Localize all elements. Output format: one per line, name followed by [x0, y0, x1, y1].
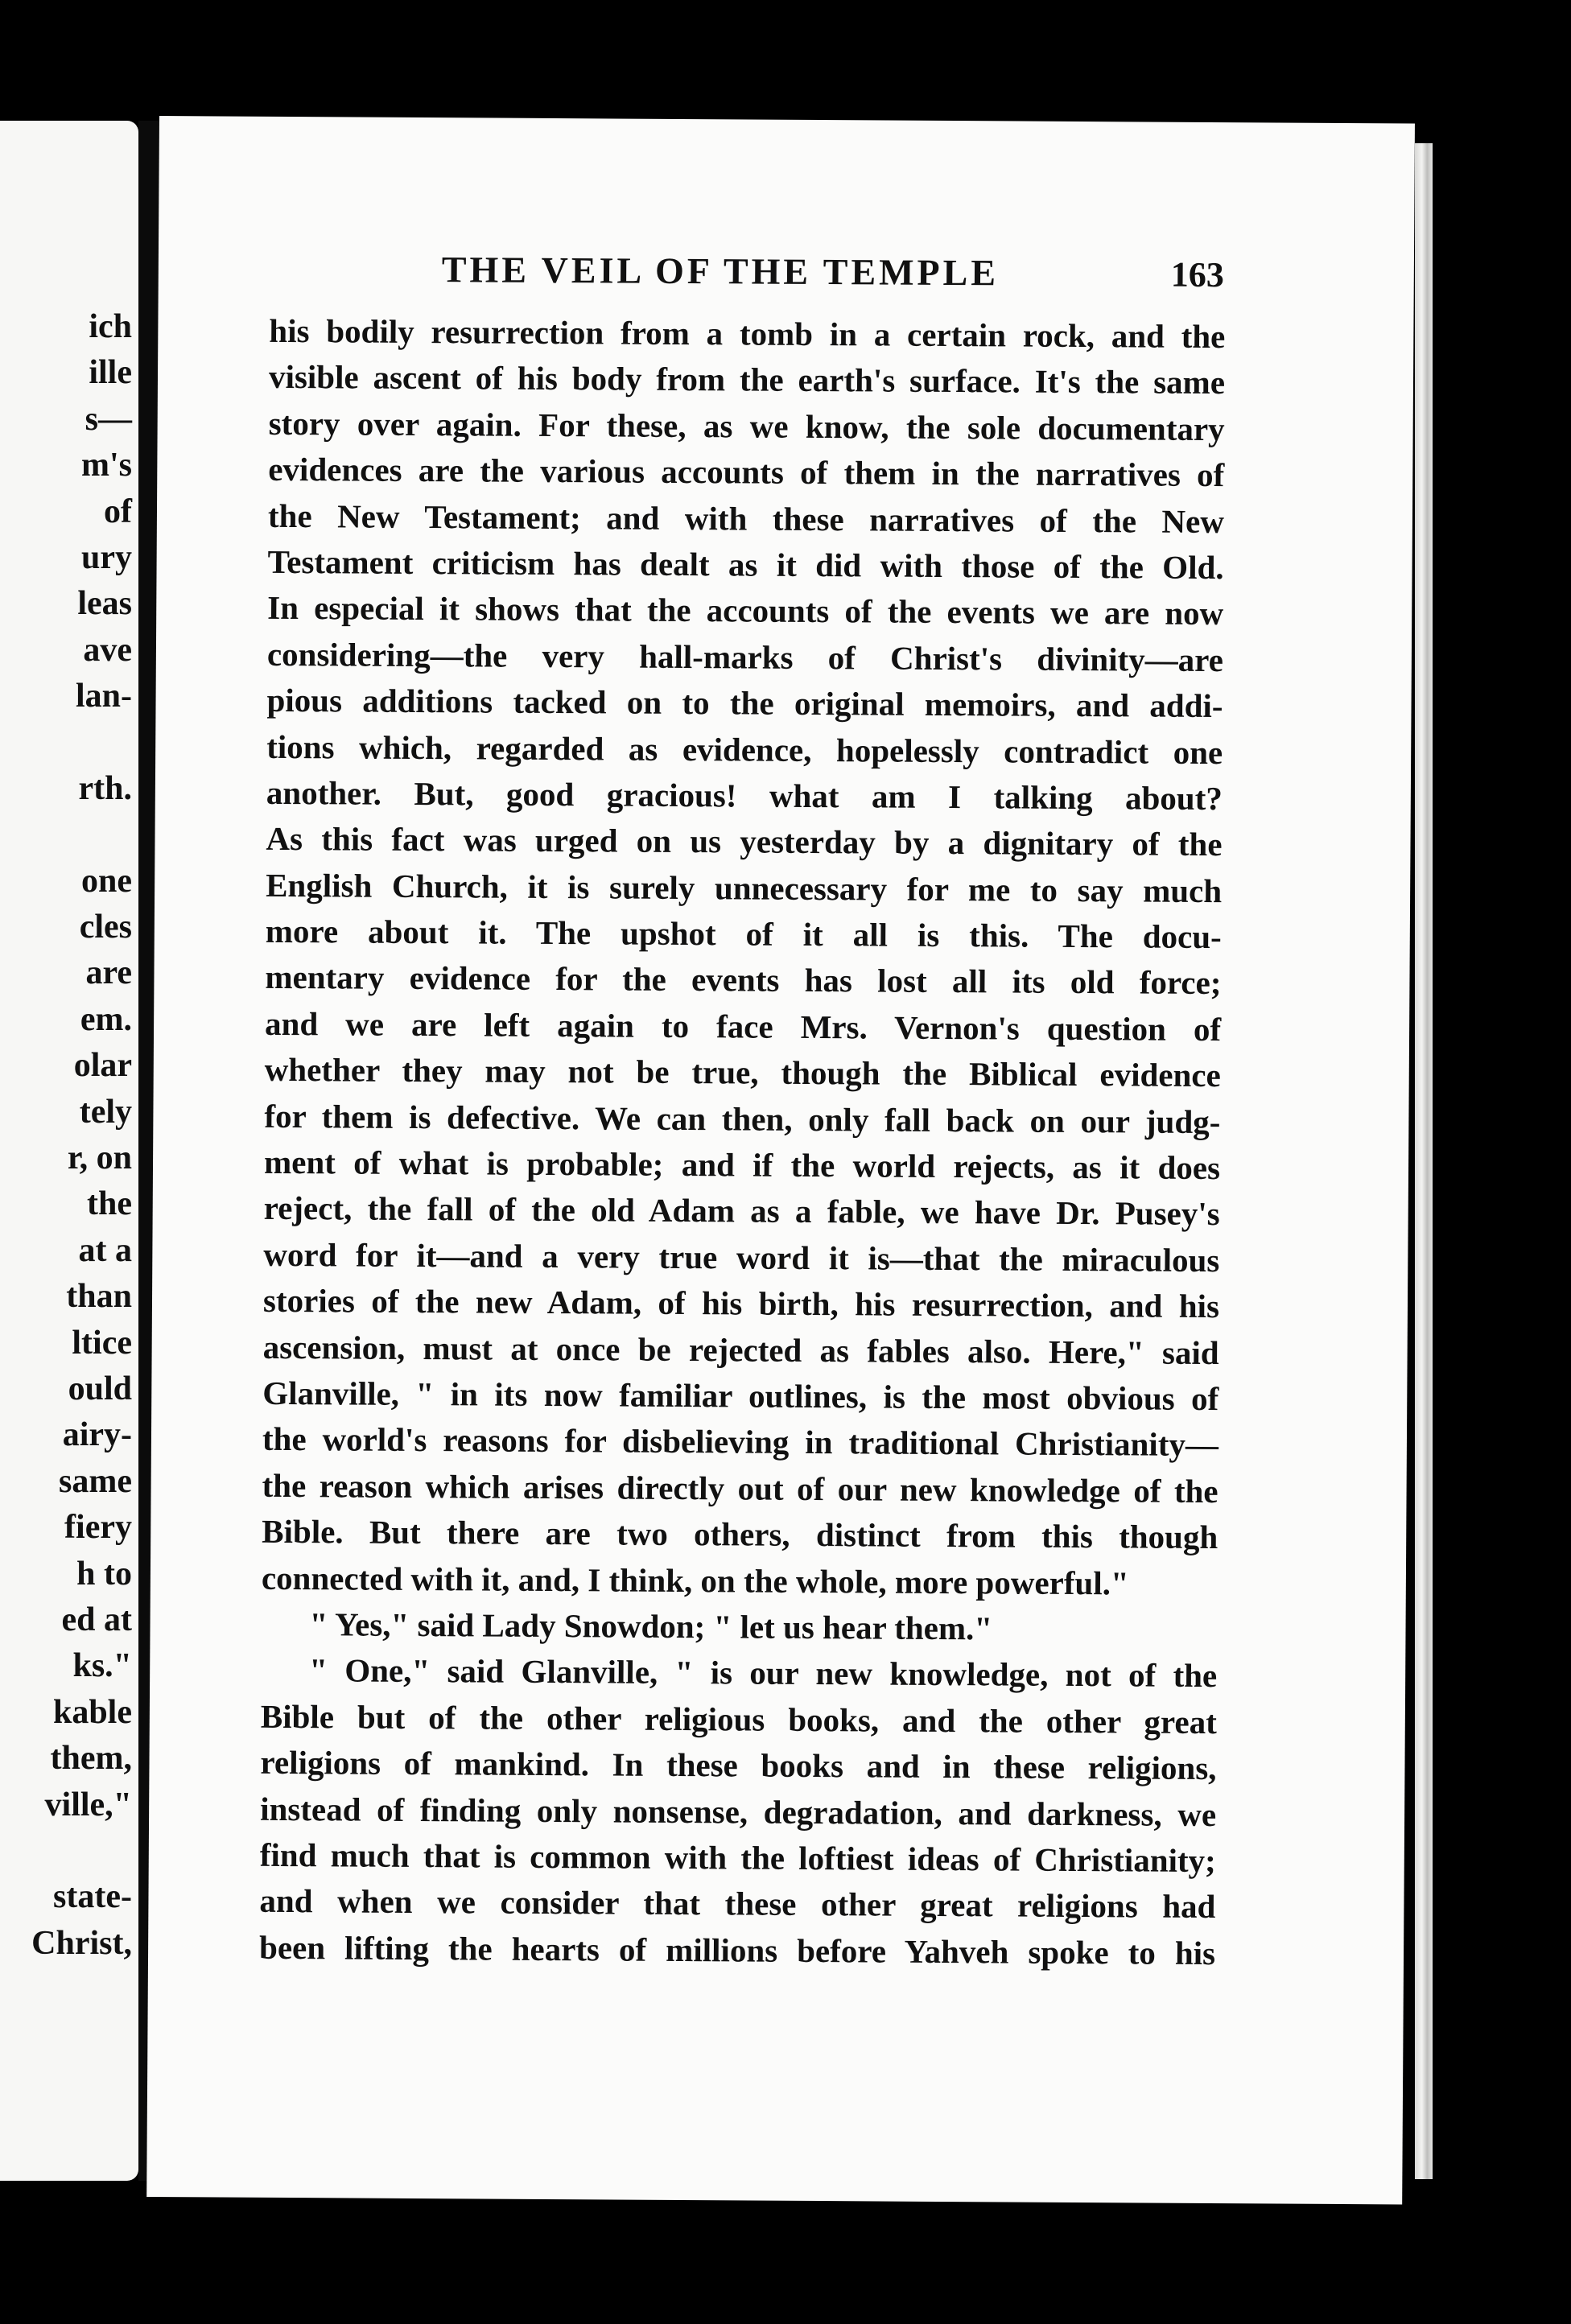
text-line: Bible. But there are two others, distinct from this though	[262, 1512, 1218, 1556]
left-page-line: state-	[53, 1878, 132, 1916]
left-page-line: are	[85, 954, 132, 992]
text-line: story over again. For these, as we know, the sole documentary	[268, 404, 1225, 447]
left-page-line: one	[81, 862, 132, 900]
left-page-line: at a	[78, 1231, 132, 1269]
left-page-line: airy-	[62, 1416, 132, 1454]
left-page-line: em.	[80, 1000, 132, 1038]
text-line: connected with it, and, I think, on the whole, more powerful."	[261, 1559, 1129, 1601]
text-line: more about it. The upshot of it all is this. The docu-	[265, 912, 1222, 956]
left-page-line: olar	[73, 1047, 132, 1085]
left-page-line: ville,"	[44, 1786, 132, 1823]
text-line: another. But, good gracious! what am I talking about?	[266, 773, 1223, 817]
running-title: THE VEIL OF THE TEMPLE	[441, 249, 1000, 294]
text-line: As this fact was urged on us yesterday by a dignitary of the	[266, 820, 1223, 863]
left-page-line: ks."	[72, 1647, 132, 1685]
text-line: whether they may not be true, though the Biblical evidence	[264, 1051, 1221, 1094]
left-page-line: same	[59, 1462, 132, 1500]
left-page-line: cles	[79, 909, 132, 946]
text-line: and we are left again to face Mrs. Vernon's question of	[264, 1004, 1222, 1048]
text-line: mentary evidence for the events has lost all its old force;	[265, 958, 1222, 1002]
text-line: for them is defective. We can then, only fall back on our judg-	[264, 1097, 1221, 1140]
left-facing-page	[0, 121, 138, 2181]
book-page	[146, 116, 1415, 2204]
left-page-line: Christ,	[31, 1924, 132, 1962]
text-line: Glanville, " in its now familiar outlines, is the most obvious of	[262, 1374, 1219, 1418]
left-page-line	[31, 812, 132, 858]
left-page-line: ltice	[72, 1324, 132, 1362]
left-page-line: tely	[79, 1093, 132, 1131]
left-page-text	[31, 304, 132, 1967]
text-line: been lifting the hearts of millions before Yahveh spoke to his	[258, 1928, 1216, 1972]
body-text	[259, 308, 1226, 1976]
text-line: pious additions tacked on to the original memoirs, and addi-	[266, 681, 1223, 725]
text-line: visible ascent of his body from the earth's surface. It's the same	[268, 358, 1226, 402]
text-line: his bodily resurrection from a tomb in a certain rock, and the	[269, 311, 1226, 356]
left-page-line	[31, 1828, 132, 1874]
left-page-line: kable	[52, 1693, 132, 1731]
left-page-line: the	[87, 1185, 132, 1223]
text-line: considering—the very hall-marks of Christ's divinity—are	[266, 635, 1224, 678]
text-line: tions which, regarded as evidence, hopelessly contradict one	[266, 727, 1223, 771]
text-line: find much that is common with the loftiest ideas of Christianity;	[259, 1836, 1216, 1879]
text-line: " Yes," said Lady Snowdon; " let us hear them."	[309, 1605, 993, 1647]
left-page-line: than	[66, 1278, 132, 1316]
text-line: evidences are the various accounts of them in the narratives of	[268, 451, 1225, 494]
text-line: the world's reasons for disbelieving in traditional Christianity—	[262, 1420, 1219, 1464]
text-line: Bible but of the other religious books, and the other great	[260, 1697, 1217, 1741]
text-line: reject, the fall of the old Adam as a fable, we have Dr. Pusey's	[263, 1189, 1220, 1233]
running-head	[159, 246, 1414, 303]
text-line: word for it—and a very true word it is—that the miraculous	[263, 1235, 1220, 1279]
page-number: 163	[1170, 254, 1224, 295]
text-line: ment of what is probable; and if the world rejects, as it does	[263, 1143, 1221, 1187]
text-line: the reason which arises directly out of our new knowledge of the	[262, 1466, 1218, 1510]
left-page-line: s—	[85, 400, 132, 438]
left-page-line: leas	[77, 585, 132, 623]
text-line: and when we consider that these other great religions had	[259, 1882, 1216, 1926]
left-page-line: ille	[89, 354, 132, 392]
left-page-line	[31, 720, 132, 766]
left-page-line: them,	[50, 1740, 132, 1778]
page-edge	[1415, 143, 1433, 2179]
text-line: Testament criticism has dealt as it did with those of the Old.	[267, 542, 1224, 587]
left-page-line: ury	[81, 538, 132, 576]
text-line: ascension, must at once be rejected as fables also. Here," said	[262, 1328, 1219, 1371]
text-line: " One," said Glanville, " is our new knowledge, not of the	[309, 1651, 1218, 1695]
left-page-line: of	[104, 492, 132, 530]
text-line: instead of finding only nonsense, degradation, and darkness, we	[260, 1790, 1217, 1833]
left-page-line: ich	[89, 308, 132, 345]
left-page-line: lan-	[75, 678, 132, 715]
left-page-line: ed at	[61, 1601, 132, 1638]
left-page-line: m's	[81, 447, 132, 484]
text-line: the New Testament; and with these narratives of the New	[267, 497, 1225, 540]
text-line: English Church, it is surely unnecessary for me to say much	[266, 866, 1223, 909]
text-line: stories of the new Adam, of his birth, his resurrection, and his	[262, 1282, 1220, 1325]
left-page-line: ould	[68, 1370, 132, 1407]
left-page-line: ave	[83, 631, 132, 669]
text-line: religions of mankind. In these books and in these religions,	[260, 1743, 1217, 1787]
text-line: In especial it shows that the accounts of the events we are now	[267, 589, 1224, 633]
left-page-line: rth.	[78, 769, 132, 807]
left-page-line: h to	[76, 1555, 132, 1593]
left-page-line: r, on	[67, 1139, 132, 1177]
left-page-line: fiery	[64, 1509, 132, 1547]
